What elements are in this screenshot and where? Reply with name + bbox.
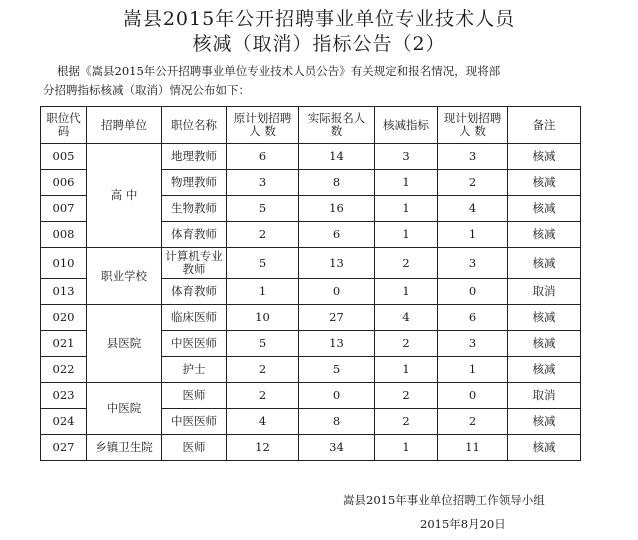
table-row bbox=[41, 248, 581, 279]
cell-current: 4 bbox=[438, 196, 508, 222]
cell-planned: 2 bbox=[227, 357, 299, 383]
cell-reduced: 1 bbox=[375, 222, 438, 248]
cell-code: 006 bbox=[41, 170, 87, 196]
intro-line-1: 根据《嵩县2015年公开招聘事业单位专业技术人员公告》有关规定和报名情况，现将部 bbox=[57, 64, 501, 78]
cell-unit: 职业学校 bbox=[87, 248, 162, 305]
cell-remark: 核减 bbox=[508, 305, 581, 331]
cell-planned: 2 bbox=[227, 222, 299, 248]
cell-applicants: 0 bbox=[299, 383, 375, 409]
cell-applicants: 0 bbox=[299, 279, 375, 305]
cell-planned: 10 bbox=[227, 305, 299, 331]
cell-code: 022 bbox=[41, 357, 87, 383]
cell-reduced: 2 bbox=[375, 248, 438, 279]
cell-reduced: 2 bbox=[375, 383, 438, 409]
cell-code: 013 bbox=[41, 279, 87, 305]
cell-remark: 核减 bbox=[508, 357, 581, 383]
cell-remark: 核减 bbox=[508, 435, 581, 461]
cell-reduced: 4 bbox=[375, 305, 438, 331]
cell-position: 临床医师 bbox=[162, 305, 227, 331]
cell-reduced: 1 bbox=[375, 196, 438, 222]
cell-remark: 核减 bbox=[508, 144, 581, 170]
cell-planned: 12 bbox=[227, 435, 299, 461]
cell-position: 中医医师 bbox=[162, 331, 227, 357]
cell-reduced: 1 bbox=[375, 170, 438, 196]
cell-code: 005 bbox=[41, 144, 87, 170]
cell-position: 护士 bbox=[162, 357, 227, 383]
cell-reduced: 1 bbox=[375, 357, 438, 383]
cell-remark: 取消 bbox=[508, 383, 581, 409]
cell-code: 010 bbox=[41, 248, 87, 279]
document-subtitle: 核减（取消）指标公告（2） bbox=[192, 33, 446, 55]
cell-reduced: 1 bbox=[375, 435, 438, 461]
cell-current: 11 bbox=[438, 435, 508, 461]
cell-position: 物理教师 bbox=[162, 170, 227, 196]
intro-line-2: 分招聘指标核减（取消）情况公布如下： bbox=[43, 83, 250, 97]
header-code: 职位代码 bbox=[41, 107, 87, 144]
header-planned: 原计划招聘人 数 bbox=[227, 107, 299, 144]
cell-code: 008 bbox=[41, 222, 87, 248]
intro-paragraph bbox=[43, 62, 603, 100]
document-title: 嵩县2015年公开招聘事业单位专业技术人员 bbox=[122, 8, 516, 30]
cell-unit: 乡镇卫生院 bbox=[87, 435, 162, 461]
header-unit: 招聘单位 bbox=[87, 107, 162, 144]
cell-position: 生物教师 bbox=[162, 196, 227, 222]
cell-current: 6 bbox=[438, 305, 508, 331]
cell-current: 2 bbox=[438, 409, 508, 435]
cell-position: 计算机专业教师 bbox=[162, 248, 227, 279]
cell-remark: 核减 bbox=[508, 222, 581, 248]
cell-planned: 5 bbox=[227, 331, 299, 357]
cell-unit: 中医院 bbox=[87, 383, 162, 435]
header-remark: 备注 bbox=[508, 107, 581, 144]
cell-unit: 高 中 bbox=[87, 144, 162, 248]
cell-remark: 核减 bbox=[508, 331, 581, 357]
cell-applicants: 14 bbox=[299, 144, 375, 170]
cell-applicants: 16 bbox=[299, 196, 375, 222]
cell-planned: 5 bbox=[227, 248, 299, 279]
cell-current: 3 bbox=[438, 144, 508, 170]
cell-remark: 核减 bbox=[508, 170, 581, 196]
cell-current: 3 bbox=[438, 331, 508, 357]
cell-planned: 2 bbox=[227, 383, 299, 409]
cell-current: 2 bbox=[438, 170, 508, 196]
cell-position: 体育教师 bbox=[162, 222, 227, 248]
cell-code: 023 bbox=[41, 383, 87, 409]
cell-remark: 取消 bbox=[508, 279, 581, 305]
cell-position: 地理教师 bbox=[162, 144, 227, 170]
cell-applicants: 8 bbox=[299, 170, 375, 196]
cell-code: 027 bbox=[41, 435, 87, 461]
table-row bbox=[41, 305, 581, 331]
cell-applicants: 6 bbox=[299, 222, 375, 248]
cell-current: 1 bbox=[438, 222, 508, 248]
cell-applicants: 34 bbox=[299, 435, 375, 461]
cell-position: 体育教师 bbox=[162, 279, 227, 305]
cell-position: 医师 bbox=[162, 383, 227, 409]
recruitment-table bbox=[40, 106, 581, 461]
cell-code: 024 bbox=[41, 409, 87, 435]
cell-remark: 核减 bbox=[508, 196, 581, 222]
cell-current: 1 bbox=[438, 357, 508, 383]
cell-unit: 县医院 bbox=[87, 305, 162, 383]
cell-planned: 1 bbox=[227, 279, 299, 305]
header-reduced: 核减指标 bbox=[375, 107, 438, 144]
signature-date: 2015年8月20日 bbox=[420, 517, 506, 531]
cell-current: 0 bbox=[438, 279, 508, 305]
cell-applicants: 13 bbox=[299, 248, 375, 279]
cell-current: 3 bbox=[438, 248, 508, 279]
header-current: 现计划招聘人 数 bbox=[438, 107, 508, 144]
cell-planned: 3 bbox=[227, 170, 299, 196]
table-header-row bbox=[41, 107, 581, 144]
signature-organization: 嵩县2015年事业单位招聘工作领导小组 bbox=[343, 493, 545, 507]
cell-code: 007 bbox=[41, 196, 87, 222]
cell-code: 021 bbox=[41, 331, 87, 357]
cell-planned: 5 bbox=[227, 196, 299, 222]
table-row bbox=[41, 435, 581, 461]
header-applicants: 实际报名人 数 bbox=[299, 107, 375, 144]
cell-applicants: 13 bbox=[299, 331, 375, 357]
cell-applicants: 27 bbox=[299, 305, 375, 331]
cell-position: 医师 bbox=[162, 435, 227, 461]
cell-planned: 4 bbox=[227, 409, 299, 435]
cell-position: 中医医师 bbox=[162, 409, 227, 435]
cell-reduced: 1 bbox=[375, 279, 438, 305]
header-position: 职位名称 bbox=[162, 107, 227, 144]
table-row bbox=[41, 383, 581, 409]
cell-reduced: 2 bbox=[375, 331, 438, 357]
cell-reduced: 2 bbox=[375, 409, 438, 435]
table-row bbox=[41, 144, 581, 170]
cell-remark: 核减 bbox=[508, 409, 581, 435]
cell-remark: 核减 bbox=[508, 248, 581, 279]
cell-current: 0 bbox=[438, 383, 508, 409]
cell-applicants: 5 bbox=[299, 357, 375, 383]
cell-code: 020 bbox=[41, 305, 87, 331]
cell-reduced: 3 bbox=[375, 144, 438, 170]
cell-planned: 6 bbox=[227, 144, 299, 170]
cell-applicants: 8 bbox=[299, 409, 375, 435]
